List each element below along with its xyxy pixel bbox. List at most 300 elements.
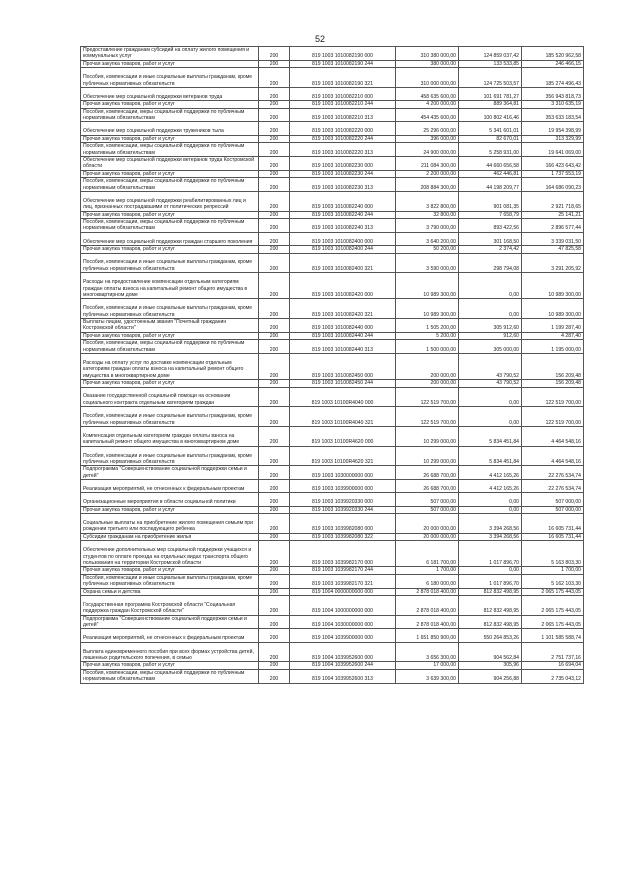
row-name: Прочая закупка товаров, работ и услуг [81,170,259,177]
row-rest: 1 101 585 588,74 [522,629,584,642]
row-name: Пособия, компенсации и иные социальные выплаты гражданам, кроме публичных нормативных обязательств [81,407,259,427]
row-kbk: 819 1003 1010082240 313 [290,219,396,233]
row-fact: 43 790,52 [459,380,522,387]
row-fact: 0,00 [459,299,522,319]
row-plan: 10 299 000,00 [396,426,459,446]
row-kbk: 819 1003 1010082230 313 [290,178,396,192]
row-plan: 122 519 700,00 [396,387,459,407]
row-plan: 507 000,00 [396,493,459,506]
row-fact: 462 446,81 [459,170,522,177]
row-plan: 1 500 000,00 [396,340,459,354]
row-rest: 16 605 731,44 [522,514,584,534]
row-code: 200 [259,407,290,427]
row-plan: 24 900 000,00 [396,143,459,157]
row-rest: 2 896 577,44 [522,219,584,233]
row-rest: 507 000,00 [522,506,584,513]
row-code: 200 [259,493,290,506]
row-plan: 396 000,00 [396,135,459,142]
row-kbk: 819 1003 1010082240 000 [290,191,396,211]
row-rest: 156 209,48 [522,354,584,380]
table-row [81,191,584,211]
row-kbk: 819 1003 1010082230 244 [290,170,396,177]
row-code: 200 [259,506,290,513]
table-row [81,135,584,142]
row-name: Прочая закупка товаров, работ и услуг [81,211,259,218]
row-name: Обеспечение мер социальной поддержки граждан старшего поколения [81,232,259,245]
table-row [81,246,584,253]
row-kbk: 819 1003 1039982080 000 [290,514,396,534]
row-name: Пособия, компенсации, меры социальной поддержки по публичным нормативным обязательствам [81,108,259,122]
row-fact: 812 832 498,95 [459,588,522,595]
row-fact: 2 374,42 [459,246,522,253]
row-code: 200 [259,319,290,333]
row-rest: 507 000,00 [522,493,584,506]
row-fact: 0,00 [459,567,522,574]
row-code: 200 [259,340,290,354]
row-name: Пособия, компенсации и иные социальные выплаты гражданам, кроме публичных нормативных обязательств [81,574,259,588]
row-fact: 124 859 037,42 [459,47,522,61]
row-plan: 6 181 700,00 [396,541,459,567]
row-rest: 3 291 205,92 [522,253,584,273]
table-row [81,574,584,588]
row-kbk: 819 1003 1010082210 244 [290,101,396,108]
row-plan: 1 505 200,00 [396,319,459,333]
table-row [81,47,584,61]
row-code: 200 [259,135,290,142]
table-row [81,211,584,218]
row-plan: 2 878 018 400,00 [396,595,459,615]
row-code: 200 [259,156,290,170]
row-plan: 10 989 300,00 [396,273,459,299]
row-fact: 912,60 [459,332,522,339]
table-row [81,156,584,170]
row-name: Пособия, компенсации и иные социальные выплаты гражданам, кроме публичных нормативных обязательств [81,68,259,88]
row-fact: 0,00 [459,506,522,513]
row-rest: 1 737 553,19 [522,170,584,177]
row-code: 200 [259,533,290,540]
row-plan: 310 380 000,00 [396,47,459,61]
row-plan: 4 200 000,00 [396,101,459,108]
row-name: Пособия, компенсации и иные социальные выплаты гражданам, кроме публичных нормативных обязательств [81,253,259,273]
row-fact: 0,00 [459,407,522,427]
row-plan: 5 200,00 [396,332,459,339]
row-fact: 301 168,50 [459,232,522,245]
row-fact: 0,00 [459,493,522,506]
row-rest: 313 329,99 [522,135,584,142]
row-name: Компенсация отдельным категориям граждан оплаты взноса на капитальный ремонт общего имущества в многоквартирном доме [81,426,259,446]
row-rest: 4 464 548,16 [522,426,584,446]
row-plan: 25 296 000,00 [396,122,459,135]
table-row [81,567,584,574]
row-plan: 310 000 000,00 [396,68,459,88]
table-row [81,108,584,122]
row-kbk: 819 1003 1010082220 313 [290,143,396,157]
row-name: Организационные мероприятия в области социальной политики [81,493,259,506]
row-fact: 44 198 209,77 [459,178,522,192]
row-plan: 200 000,00 [396,354,459,380]
row-code: 200 [259,108,290,122]
row-code: 200 [259,669,290,683]
row-kbk: 819 1003 1010082220 000 [290,122,396,135]
row-kbk: 819 1003 1039982170 000 [290,541,396,567]
row-code: 200 [259,387,290,407]
row-code: 200 [259,466,290,480]
row-name: Подпрограмма "Совершенствование социальной поддержки семьи и детей" [81,615,259,629]
row-name: Реализация мероприятий, не отнесенных к федеральным проектам [81,629,259,642]
row-code: 200 [259,299,290,319]
row-plan: 3 590 000,00 [396,253,459,273]
row-name: Пособия, компенсации, меры социальной поддержки по публичным нормативным обязательствам [81,219,259,233]
row-name: Расходы на предоставление компенсации отдельным категориям граждан оплаты взноса на капитальный ремонт общего имущества в многоквартирном доме [81,273,259,299]
row-rest: 5 163 803,30 [522,541,584,567]
row-kbk: 819 1003 1010082420 000 [290,273,396,299]
row-plan: 2 878 018 400,00 [396,615,459,629]
row-fact: 3 394 268,56 [459,533,522,540]
row-plan: 2 200 000,00 [396,170,459,177]
row-code: 200 [259,642,290,662]
row-name: Обеспечение мер социальной поддержки тружеников тыла [81,122,259,135]
table-row [81,332,584,339]
row-plan: 2 878 018 400,00 [396,588,459,595]
table-row [81,662,584,669]
row-plan: 32 800,00 [396,211,459,218]
row-rest: 19 641 069,00 [522,143,584,157]
row-kbk: 819 1003 1010082400 244 [290,246,396,253]
table-row [81,178,584,192]
row-name: Охрана семьи и детства [81,588,259,595]
table-row [81,595,584,615]
row-rest: 3 339 031,50 [522,232,584,245]
row-fact: 305,96 [459,662,522,669]
row-rest: 164 686 090,23 [522,178,584,192]
row-kbk: 819 1003 1010082400 321 [290,253,396,273]
row-kbk: 819 1003 1010082450 000 [290,354,396,380]
row-name: Предоставление гражданам субсидий на оплату жилого помещения и коммунальных услуг [81,47,259,61]
row-fact: 82 670,01 [459,135,522,142]
row-fact: 305 912,60 [459,319,522,333]
row-rest: 1 199 287,40 [522,319,584,333]
row-rest: 10 989 300,00 [522,299,584,319]
row-fact: 893 422,56 [459,219,522,233]
row-plan: 458 635 600,00 [396,87,459,100]
row-rest: 2 921 718,65 [522,191,584,211]
row-code: 200 [259,87,290,100]
row-plan: 26 688 700,00 [396,480,459,493]
table-row [81,642,584,662]
row-code: 200 [259,246,290,253]
table-row [81,480,584,493]
row-kbk: 819 1003 1010082230 000 [290,156,396,170]
row-name: Выплаты лицам, удостоенным звания "Почетный гражданин Костромской области" [81,319,259,333]
row-name: Выплата единовременного пособия при всех формах устройства детей, лишенных родительского попечения, в семью [81,642,259,662]
row-code: 200 [259,68,290,88]
table-row [81,122,584,135]
row-kbk: 819 1003 10100R4620 000 [290,426,396,446]
row-name: Государственная программа Костромской области "Социальная поддержка граждан Костромской области" [81,595,259,615]
row-fact: 889 364,81 [459,101,522,108]
row-rest: 185 520 962,58 [522,47,584,61]
row-fact: 0,00 [459,273,522,299]
row-rest: 4 464 548,16 [522,446,584,466]
row-rest: 4 287,40 [522,332,584,339]
table-row [81,101,584,108]
row-plan: 50 200,00 [396,246,459,253]
row-kbk: 819 1003 1010082210 000 [290,87,396,100]
row-code: 200 [259,380,290,387]
row-kbk: 819 1003 1039982170 321 [290,574,396,588]
row-code: 200 [259,253,290,273]
row-plan: 20 000 000,00 [396,533,459,540]
row-rest: 166 423 643,42 [522,156,584,170]
row-fact: 1 017 896,70 [459,574,522,588]
row-code: 200 [259,232,290,245]
row-name: Обеспечение мер социальной поддержки ветеранов труда Костромской области [81,156,259,170]
row-rest: 2 735 043,12 [522,669,584,683]
row-plan: 3 639 300,00 [396,669,459,683]
row-code: 200 [259,615,290,629]
row-kbk: 819 1003 1010082220 244 [290,135,396,142]
row-kbk: 819 1003 1010082190 244 [290,60,396,67]
table-row [81,533,584,540]
row-rest: 356 943 818,73 [522,87,584,100]
row-name: Обеспечение мер социальной поддержки реабилитированных лиц и лиц, признанных пострадавшими от политических репрессий [81,191,259,211]
row-fact: 904 256,88 [459,669,522,683]
row-code: 200 [259,122,290,135]
table-row [81,466,584,480]
row-plan: 122 519 700,00 [396,407,459,427]
row-code: 200 [259,354,290,380]
row-rest: 47 825,58 [522,246,584,253]
row-fact: 5 341 601,01 [459,122,522,135]
row-name: Прочая закупка товаров, работ и услуг [81,101,259,108]
row-code: 200 [259,514,290,534]
row-name: Социальные выплаты на приобретение жилого помещения семьям при рождении третьего или последующего ребенка [81,514,259,534]
row-rest: 19 954 398,99 [522,122,584,135]
row-name: Пособия, компенсации, меры социальной поддержки по публичным нормативным обязательствам [81,340,259,354]
row-kbk: 819 1003 1010082190 321 [290,68,396,88]
row-rest: 2 065 175 443,05 [522,588,584,595]
row-rest: 16 605 731,44 [522,533,584,540]
row-plan: 208 884 300,00 [396,178,459,192]
row-code: 200 [259,426,290,446]
row-name: Пособия, компенсации и иные социальные выплаты гражданам, кроме публичных нормативных обязательств [81,446,259,466]
row-rest: 185 274 496,43 [522,68,584,88]
row-code: 200 [259,567,290,574]
table-row [81,493,584,506]
row-rest: 2 065 175 443,05 [522,595,584,615]
table-row [81,669,584,683]
row-kbk: 819 1003 1039982080 322 [290,533,396,540]
row-code: 200 [259,574,290,588]
row-kbk: 819 1004 1030000000 000 [290,615,396,629]
row-rest: 5 162 103,30 [522,574,584,588]
row-rest: 353 633 183,54 [522,108,584,122]
row-plan: 10 989 300,00 [396,299,459,319]
row-kbk: 819 1004 1039952600 000 [290,642,396,662]
row-kbk: 819 1003 10100R4620 321 [290,446,396,466]
row-code: 200 [259,332,290,339]
row-fact: 44 660 656,58 [459,156,522,170]
budget-table [80,46,584,684]
row-rest: 1 195 000,00 [522,340,584,354]
row-fact: 901 081,35 [459,191,522,211]
row-plan: 200 000,00 [396,380,459,387]
row-name: Прочая закупка товаров, работ и услуг [81,380,259,387]
row-plan: 1 700,00 [396,567,459,574]
row-kbk: 819 1003 1039982170 244 [290,567,396,574]
row-kbk: 819 1003 1010082440 244 [290,332,396,339]
row-rest: 16 694,04 [522,662,584,669]
row-kbk: 819 1004 1039952600 313 [290,669,396,683]
row-plan: 10 299 000,00 [396,446,459,466]
table-row [81,170,584,177]
row-code: 200 [259,143,290,157]
row-fact: 5 834 451,84 [459,426,522,446]
row-fact: 0,00 [459,387,522,407]
table-row [81,380,584,387]
table-row [81,629,584,642]
row-plan: 3 790 000,00 [396,219,459,233]
row-kbk: 819 1003 1010082400 000 [290,232,396,245]
row-name: Оказание государственной социальной помощи на основании социального контракта отдельным категориям граждан [81,387,259,407]
row-name: Прочая закупка товаров, работ и услуг [81,567,259,574]
row-plan: 507 000,00 [396,506,459,513]
row-kbk: 819 1003 10100R4040 000 [290,387,396,407]
row-code: 200 [259,60,290,67]
row-code: 200 [259,480,290,493]
table-row [81,506,584,513]
table-row [81,87,584,100]
table-row [81,588,584,595]
row-fact: 305 000,00 [459,340,522,354]
row-rest: 122 519 700,00 [522,387,584,407]
row-kbk: 819 1004 1039952600 244 [290,662,396,669]
row-fact: 3 394 268,56 [459,514,522,534]
row-rest: 246 466,15 [522,60,584,67]
row-kbk: 819 1003 1039920330 000 [290,493,396,506]
table-row [81,446,584,466]
row-code: 200 [259,170,290,177]
row-plan: 1 651 850 900,00 [396,629,459,642]
row-code: 200 [259,101,290,108]
row-name: Обеспечение дополнительных мер социальной поддержки учащихся и студентов по оплате проезда на отдельных видах транспорта общего пользования на территории Костромской области [81,541,259,567]
row-fact: 4 412 165,26 [459,466,522,480]
row-plan: 3 822 800,00 [396,191,459,211]
table-row [81,319,584,333]
row-fact: 5 834 451,84 [459,446,522,466]
table-row [81,219,584,233]
row-kbk: 819 1003 1010082210 313 [290,108,396,122]
row-plan: 3 656 300,00 [396,642,459,662]
row-rest: 2 751 737,16 [522,642,584,662]
row-name: Субсидии гражданам на приобретение жилья [81,533,259,540]
table-row [81,407,584,427]
row-fact: 812 832 498,95 [459,595,522,615]
table-row [81,541,584,567]
row-name: Пособия, компенсации, меры социальной поддержки по публичным нормативным обязательствам [81,178,259,192]
row-kbk: 819 1003 10100R4040 321 [290,407,396,427]
row-kbk: 819 1003 1010082440 000 [290,319,396,333]
row-name: Прочая закупка товаров, работ и услуг [81,60,259,67]
row-code: 200 [259,191,290,211]
row-fact: 1 017 896,70 [459,541,522,567]
row-code: 200 [259,588,290,595]
table-row [81,615,584,629]
row-rest: 10 989 300,00 [522,273,584,299]
row-name: Подпрограмма "Совершенствование социальной поддержки семьи и детей" [81,466,259,480]
budget-table-body [81,47,584,684]
row-rest: 3 310 635,19 [522,101,584,108]
row-name: Прочая закупка товаров, работ и услуг [81,332,259,339]
row-kbk: 819 1003 1010082240 244 [290,211,396,218]
row-name: Прочая закупка товаров, работ и услуг [81,662,259,669]
row-kbk: 819 1003 1010082420 321 [290,299,396,319]
row-name: Прочая закупка товаров, работ и услуг [81,246,259,253]
table-row [81,299,584,319]
row-name: Расходы на оплату услуг по доставке компенсации отдельным категориям граждан оплаты взноса на капитальный ремонт общего имущества в многоквартирном доме [81,354,259,380]
row-fact: 812 832 498,95 [459,615,522,629]
row-fact: 5 258 931,00 [459,143,522,157]
row-name: Обеспечение мер социальной поддержки ветеранов труда [81,87,259,100]
row-fact: 100 802 416,46 [459,108,522,122]
row-fact: 904 562,84 [459,642,522,662]
row-fact: 7 658,79 [459,211,522,218]
row-code: 200 [259,541,290,567]
row-kbk: 819 1004 0000000000 000 [290,588,396,595]
table-row [81,426,584,446]
row-name: Реализация мероприятий, не отнесенных к федеральным проектам [81,480,259,493]
table-row [81,60,584,67]
row-kbk: 819 1004 1000000000 000 [290,595,396,615]
row-name: Прочая закупка товаров, работ и услуг [81,506,259,513]
row-plan: 380 000,00 [396,60,459,67]
table-row [81,68,584,88]
row-code: 200 [259,446,290,466]
row-fact: 101 691 781,27 [459,87,522,100]
row-name: Прочая закупка товаров, работ и услуг [81,135,259,142]
row-code: 200 [259,47,290,61]
row-kbk: 819 1004 1039900000 000 [290,629,396,642]
row-code: 200 [259,662,290,669]
row-rest: 2 065 175 443,05 [522,615,584,629]
row-plan: 17 000,00 [396,662,459,669]
row-plan: 3 640 200,00 [396,232,459,245]
row-fact: 298 794,08 [459,253,522,273]
row-fact: 124 725 503,57 [459,68,522,88]
row-kbk: 819 1003 1010082190 000 [290,47,396,61]
table-row [81,514,584,534]
row-rest: 122 519 700,00 [522,407,584,427]
row-fact: 133 533,85 [459,60,522,67]
row-kbk: 819 1003 1039920330 244 [290,506,396,513]
row-code: 200 [259,629,290,642]
row-rest: 22 276 534,74 [522,466,584,480]
row-plan: 26 688 700,00 [396,466,459,480]
row-code: 200 [259,595,290,615]
table-row [81,354,584,380]
row-rest: 25 141,21 [522,211,584,218]
row-kbk: 819 1003 1010082440 313 [290,340,396,354]
row-rest: 1 700,00 [522,567,584,574]
row-name: Пособия, компенсации и иные социальные выплаты гражданам, кроме публичных нормативных обязательств [81,299,259,319]
row-plan: 20 000 000,00 [396,514,459,534]
row-plan: 6 180 000,00 [396,574,459,588]
row-name: Пособия, компенсации, меры социальной поддержки по публичным нормативным обязательствам [81,669,259,683]
table-row [81,387,584,407]
table-row [81,273,584,299]
row-code: 200 [259,219,290,233]
row-rest: 156 209,48 [522,380,584,387]
